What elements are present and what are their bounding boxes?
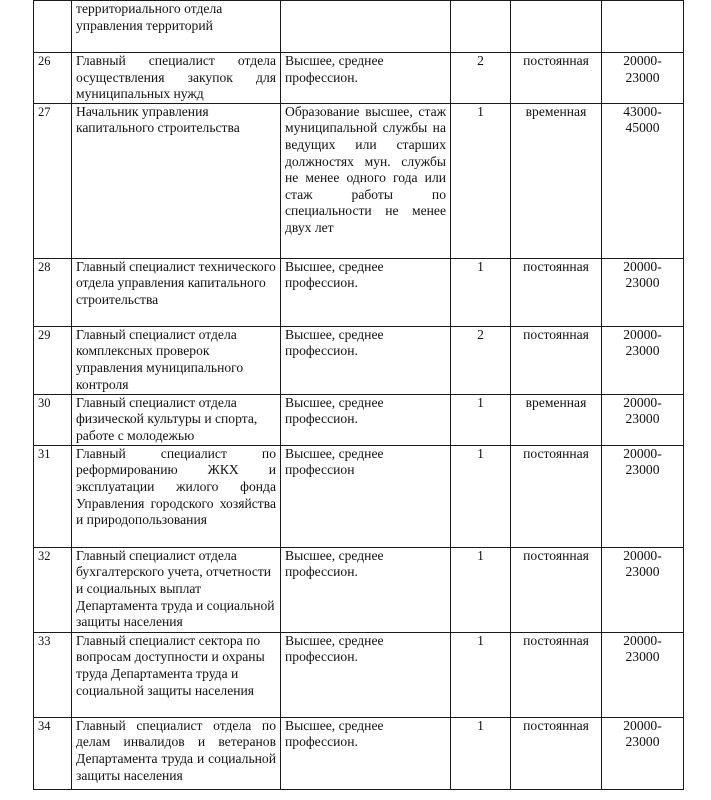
vacancy-count: [451, 1, 511, 53]
salary-from: 20000-: [623, 394, 662, 410]
position-title: Главный специалист отдела комплексных проверок управления муниципального контроля: [72, 326, 281, 394]
row-number: 30: [34, 394, 72, 445]
salary-to: 23000: [625, 564, 660, 580]
salary-to: 23000: [625, 69, 660, 85]
employment-type: [511, 1, 602, 53]
salary-range: [602, 326, 684, 394]
salary-from: 43000-: [623, 103, 662, 119]
row-number: 32: [34, 547, 72, 632]
requirements: Образование высшее, стаж муниципальной службы на ведущих или старших должностях мун. службы не менее одного года или стаж работы по специальности не менее двух лет: [281, 103, 451, 258]
salary-range: [602, 717, 684, 789]
row-number: 34: [34, 717, 72, 789]
position-title: Главный специалист отдела бухгалтерского учета, отчетности и социальных выплат Департамента труда и социальной защиты населения: [72, 547, 281, 632]
row-number: 33: [34, 632, 72, 717]
salary-range: [602, 258, 684, 326]
salary-to: 23000: [625, 462, 660, 478]
vacancy-count: 1: [451, 445, 511, 547]
requirements: Высшее, среднее профессион.: [281, 326, 451, 394]
requirements: Высшее, среднее профессион.: [281, 632, 451, 717]
salary-range: [602, 632, 684, 717]
salary-range: [602, 445, 684, 547]
vacancies-table: [33, 0, 684, 790]
salary-to: 23000: [625, 649, 660, 665]
vacancy-count: 1: [451, 547, 511, 632]
vacancy-count: 1: [451, 717, 511, 789]
employment-type: постоянная: [511, 445, 602, 547]
employment-type: постоянная: [511, 717, 602, 789]
table-row: [34, 103, 684, 258]
table-row: [34, 1, 684, 53]
employment-type: временная: [511, 103, 602, 258]
table-row: [34, 53, 684, 104]
row-number: 26: [34, 53, 72, 104]
requirements: Высшее, среднее профессион.: [281, 547, 451, 632]
row-number: 27: [34, 103, 72, 258]
vacancy-count: 1: [451, 258, 511, 326]
position-title: Главный специалист по реформированию ЖКХ и эксплуатации жилого фонда Управления городского хозяйства и природопользования: [72, 445, 281, 547]
vacancy-count: 2: [451, 53, 511, 104]
salary-to: 23000: [625, 275, 660, 291]
vacancy-count: 1: [451, 632, 511, 717]
salary-from: 20000-: [623, 547, 662, 563]
employment-type: постоянная: [511, 632, 602, 717]
employment-type: постоянная: [511, 547, 602, 632]
salary-to: 23000: [625, 734, 660, 750]
employment-type: временная: [511, 394, 602, 445]
salary-range: [602, 103, 684, 258]
salary-range: [602, 53, 684, 104]
position-title: Главный специалист отдела по делам инвалидов и ветеранов Департамента труда и социальной защиты населения: [72, 717, 281, 789]
position-title: Главный специалист сектора по вопросам доступности и охраны труда Департамента труда и социальной защиты населения: [72, 632, 281, 717]
table-row: [34, 326, 684, 394]
requirements: Высшее, среднее профессион.: [281, 394, 451, 445]
requirements: Высшее, среднее профессион.: [281, 258, 451, 326]
table-row: [34, 394, 684, 445]
table-row: [34, 717, 684, 789]
vacancy-count: 1: [451, 103, 511, 258]
salary-from: 20000-: [623, 445, 662, 461]
salary-from: 20000-: [623, 717, 662, 733]
table-row: [34, 547, 684, 632]
employment-type: постоянная: [511, 53, 602, 104]
requirements: [281, 1, 451, 53]
salary-to: 45000: [625, 120, 660, 136]
row-number: [34, 1, 72, 53]
salary-range: [602, 394, 684, 445]
vacancy-count: 1: [451, 394, 511, 445]
position-title: Начальник управления капитального строительства: [72, 103, 281, 258]
salary-range: [602, 547, 684, 632]
row-number: 28: [34, 258, 72, 326]
employment-type: постоянная: [511, 258, 602, 326]
salary-from: 20000-: [623, 53, 662, 68]
salary-from: 20000-: [623, 326, 662, 342]
requirements: Высшее, среднее профессион.: [281, 717, 451, 789]
table-row: [34, 445, 684, 547]
row-number: 29: [34, 326, 72, 394]
position-title: Главный специалист отдела осуществления закупок для муниципальных нужд: [72, 53, 281, 104]
salary-from: 20000-: [623, 632, 662, 648]
salary-to: 23000: [625, 411, 660, 427]
table-row: [34, 632, 684, 717]
requirements: Высшее, среднее профессион: [281, 445, 451, 547]
salary-range: [602, 1, 684, 53]
vacancy-count: 2: [451, 326, 511, 394]
employment-type: постоянная: [511, 326, 602, 394]
position-title: Главный специалист технического отдела управления капитального строительства: [72, 258, 281, 326]
salary-from: 20000-: [623, 258, 662, 274]
row-number: 31: [34, 445, 72, 547]
position-title: территориального отдела управления территорий: [72, 1, 281, 53]
position-title: Главный специалист отдела физической культуры и спорта, работе с молодежью: [72, 394, 281, 445]
table-row: [34, 258, 684, 326]
salary-to: 23000: [625, 343, 660, 359]
requirements: Высшее, среднее профессион.: [281, 53, 451, 104]
